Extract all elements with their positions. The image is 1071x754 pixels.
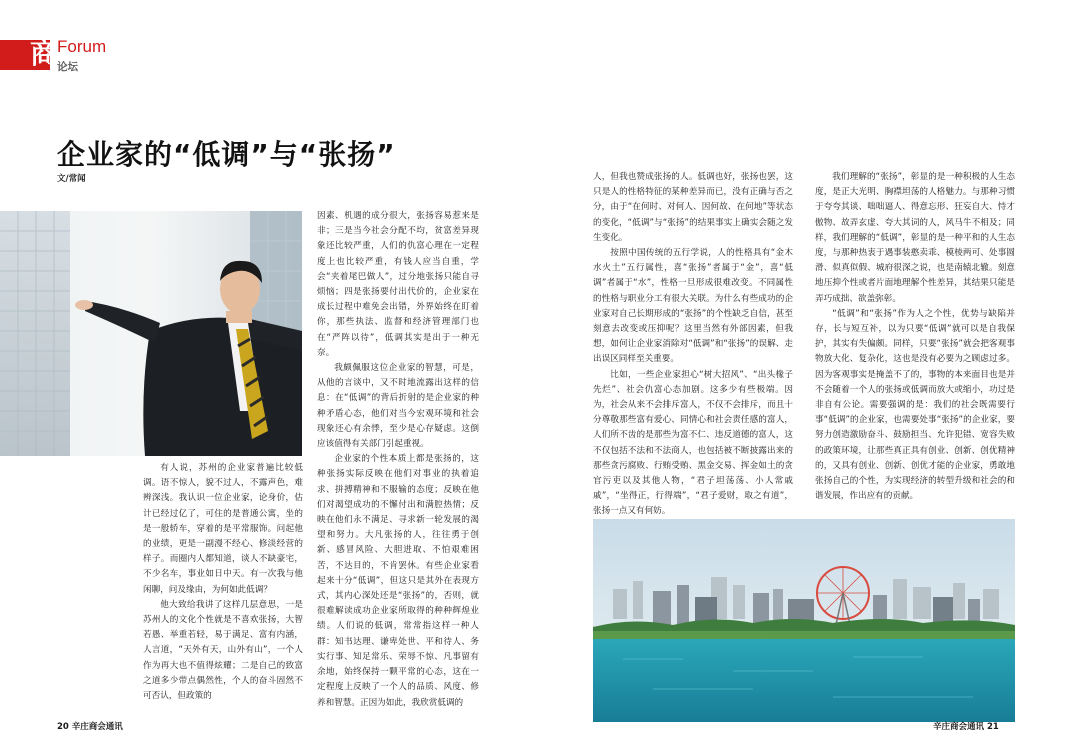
paragraph: 人，但我也赞成张扬的人。低调也好，张扬也罢，这只是人的性格特征的某种差异而已，没有正确与否之分，由于“在何时、对何人、因何故、在何地”等状态的变化，“低调”与“张扬”的结果事实上确实会随之发生变化。 xyxy=(593,172,793,243)
paragraph: 因素、机遇的成分很大，张扬容易惹来是非；三是当今社会分配不均，贫富差异现象还比较严重，人们的仇富心理在一定程度上也比较严重，有钱人应当自重，学会“夹着尾巴做人”，过分地张扬只能自寻烦恼；四是张扬要付出代价的，企业家在成长过程中难免会出错，外界始终在盯着你，那些执法、监督和经济管理部门也在“严阵以待”，低调其实是出于一种无奈。 xyxy=(317,211,479,358)
section-logo-glyph: 商 xyxy=(30,37,59,70)
paragraph: 比如，一些企业家担心“树大招风”、“出头椽子先烂”、社会仇富心态加剧。这多少有些极端。因为，社会从来不会排斥富人，不仅不会排斥，而且十分尊敬那些富有爱心、同情心和社会责任感的富人，人们所不齿的是那些为富不仁、违反道德的富人，这不仅包括不法和不法商人，也包括被不断披露出来的那些贪污腐败、行贿受贿、黑金交易、挥金如土的贪官污吏以及其他人物，“君子坦荡荡、小人常戚戚”，“坐得正，行得端”，“君子爱财，取之有道”，张扬一点又有何妨。 xyxy=(593,369,793,517)
article-author: 文/常闻 xyxy=(57,174,86,184)
page-footer-right: 辛庄商会通讯 21 xyxy=(933,722,999,732)
paragraph: 他大致给我讲了这样几层意思，一是苏州人的文化个性就是不喜欢张扬，大智若愚、举重若轻，易于满足、富有内涵，人言道，“天外有天，山外有山”，一个人作为再大也不值得炫耀；二是自己的致富之道多少带点偶然性，个人的奋斗固然不可否认，但政策的 xyxy=(143,599,303,702)
article-column-2 xyxy=(317,209,479,711)
paragraph: 有人说，苏州的企业家普遍比较低调。语不惊人，貌不过人，不露声色，难辨深浅。我认识一位企业家，论身价，估计已经过亿了，可住的是普通公寓，坐的是一般轿车，穿着的是平常服饰。问起他的业绩，更是一副漫不经心、修淡经营的样子。而圈内人都知道，谈人不缺豪宅，不少名车，事业如日中天。有一次我与他闲聊，问及缘由，为何如此低调？ xyxy=(143,463,303,595)
article-column-3 xyxy=(593,170,793,520)
paragraph: 我们理解的“张扬”，彰显的是一种积极的人生态度，是正大光明、胸襟坦荡的人格魅力。与那种习惯于夸夸其谈、咄咄逼人、得意忘形、狂妄自大、恃才傲物、故弄玄虚、夸大其词的人，风马牛不相及；同样，我们理解的“低调”，彰显的是一种平和的人生态度，与那种热衷于遇事装憨卖乖、模棱两可、处事圆滑、似真似假、城府很深之说，也是南辕北辙。刻意地压抑个性或者片面地理解个性差异，其结果只能是弄巧成拙、欲盖弥彰。 xyxy=(815,172,1015,304)
article-title: 企业家的“低调”与“张扬” xyxy=(57,138,396,171)
businessman-photo xyxy=(0,211,302,456)
section-title-cn: 论坛 xyxy=(57,61,78,73)
paragraph: 我颇佩服这位企业家的智慧，可是，从他的言谈中，又不时地流露出这样的信息：在“低调”的背后折射的是企业家的种种矛盾心态，他们对当今宏观环境和社会现象还心有余悸，至少是心存疑虑。这倒应该值得有关部门引起重视。 xyxy=(317,363,479,450)
city-skyline-photo xyxy=(593,519,1015,722)
section-title-en: Forum xyxy=(57,37,107,56)
paragraph: 按照中国传统的五行学说，人的性格具有“金木水火土”五行属性，喜“张扬”者属于“金”，喜“低调”者属于“水”，性格一旦形成很难改变。不同属性的性格与职业分工有很大关联。为什么有些成功的企业家对自己长期形成的“张扬”的个性缺乏自信，甚至刻意去改变或压抑呢？这里当然有外部因素，但我想，如何让企业家消除对“低调”和“张扬”的误解、走出误区同样至关重要。 xyxy=(593,248,793,365)
paragraph: 企业家的个性本质上都是张扬的，这种张扬实际反映在他们对事业的执着追求、拼搏精神和不服输的态度；反映在他们对渴望成功的不懈付出和满腔热情；反映在他们永不满足、寻求新一轮发展的渴望和努力。大凡张扬的人，往往勇于创新、感冒风险、大胆进取、不怕艰难困苦，不达目的，不肯罢休。有些企业家看起来十分“低调”，但这只是其外在表现方式，其内心深处还是“张扬”的，否则，就很难解读成功企业家所取得的种种辉煌业绩。人们说的低调，常常指这样一种人群：知书达理、谦卑处世、平和待人、务实行事、知足常乐、荣辱不惊、凡事留有余地，始终保持一颗平常的心态，这在一定程度上反映了一个人的品质、风度、修养和智慧。正因为如此，我欣赏低调的 xyxy=(317,454,479,708)
paragraph: “低调”和“张扬”作为人之个性，优势与缺陷并存，长与短互补，以为只要“低调”就可以是自我保护，其实有失偏颇。同样，只要“张扬”就会把客观事物放大化、复杂化，这也是没有必要为之顾虑过多。因为客观事实是掩盖不了的，事物的本来面目也是并不会随着一个人的张扬或低调而放大或缩小，功过是非自有公论。需要强调的是：我们的社会既需要行事“低调”的企业家，也需要处事“张扬”的企业家，要努力创造激励奋斗、鼓励担当、允许犯错、宽容失败的政策环境，让那些真正具有创业、创新、创优精神的，又具有创业、创新、创优才能的企业家，勇敢地张扬自己的个性，为实现经济的转型升级和社会的和谐发展，作出应有的贡献。 xyxy=(815,308,1015,502)
page-footer-left: 20 辛庄商会通讯 xyxy=(57,722,123,732)
article-column-4 xyxy=(815,170,1015,504)
article-column-1 xyxy=(143,461,303,704)
